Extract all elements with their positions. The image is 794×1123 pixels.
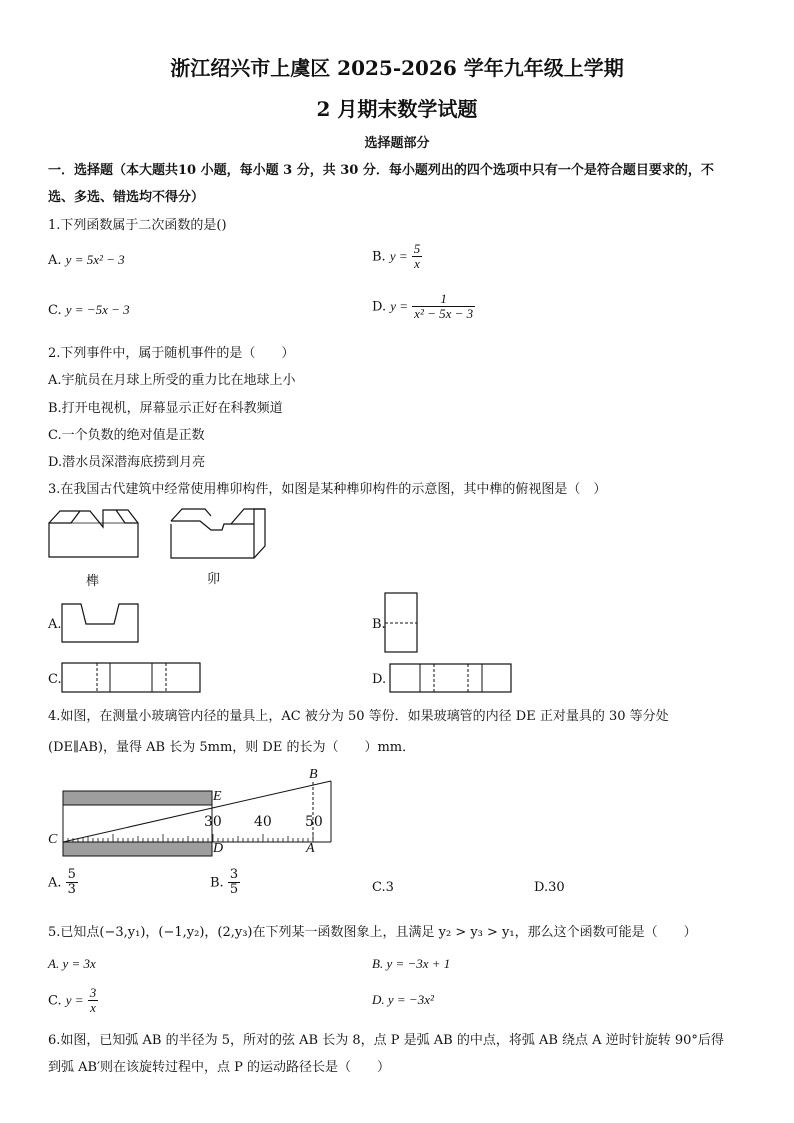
q4-a-fraction xyxy=(66,868,78,898)
q4-tick-30: 30 xyxy=(204,814,222,830)
q3-stem: 3.在我国古代建筑中经常使用榫卯构件，如图是某种榫卯构件的示意图，其中榫的俯视图是（ ） xyxy=(48,482,607,497)
q5-c-num: 3 xyxy=(89,985,97,1000)
q1-b-den: x xyxy=(414,256,420,272)
q4-option-a xyxy=(48,868,78,898)
q4-line1: 4.如图，在测量小玻璃管内径的量具上，AC 被分为 50 等份．如果玻璃管的内径 DE 正对量具的 30 等分处 xyxy=(48,709,669,724)
q3-option-c: C. xyxy=(48,672,62,687)
q6-line2: 到弧 AB′则在该旋转过程中，点 P 的运动路径长是（ ） xyxy=(48,1060,391,1075)
q1-b-label: B. xyxy=(372,249,386,265)
q1-b-lhs: y = xyxy=(389,248,408,264)
instruction-line1: 一．选择题（本大题共10 小题，每小题 3 分，共 30 分．每小题列出的四个选项中只有一个是符合题目要求的，不 xyxy=(48,163,714,178)
q1-a-expr: y = 5x² − 3 xyxy=(65,252,125,267)
q4-label-c: C xyxy=(48,832,58,847)
q4-b-label: B. xyxy=(210,875,224,891)
q4-b-fraction xyxy=(228,868,240,898)
q1-d-lhs: y = xyxy=(390,298,409,314)
q4-label-b: B xyxy=(309,767,318,782)
q3-option-a: A. xyxy=(48,617,62,632)
q3-b-figure xyxy=(385,593,417,652)
q4-tick-40: 40 xyxy=(254,814,272,830)
q5-c-fraction xyxy=(88,986,99,1016)
q5-stem: 5.已知点(−3,y₁)，(−1,y₂)，(2,y₃)在下列某一函数图象上，且满足 y₂ > y₃ > y₁，那么这个函数可能是（ ） xyxy=(48,925,697,940)
page-subtitle: 2 月期末数学试题 xyxy=(316,97,478,121)
q3-c-figure xyxy=(62,663,200,692)
q5-c-label: C. xyxy=(48,993,62,1009)
q4-line2: (DE∥AB)，量得 AB 长为 5mm，则 DE 的长为（ ）mm． xyxy=(48,740,416,755)
q5-option-c xyxy=(48,986,98,1016)
q5-option-d: D. y = −3x² xyxy=(372,992,434,1007)
q4-a-num: 5 xyxy=(67,867,76,882)
q4-label-e: E xyxy=(213,789,222,804)
q4-a-den: 3 xyxy=(67,882,76,898)
q5-c-den: x xyxy=(90,1000,96,1016)
q1-c-expr: y = −5x − 3 xyxy=(65,302,130,317)
q2-option-b: B.打开电视机，屏幕显示正好在科教频道 xyxy=(48,401,283,416)
q1-d-den: x² − 5x − 3 xyxy=(414,306,474,322)
q4-label-a: A xyxy=(306,841,315,856)
page-title: 浙江绍兴市上虞区 2025-2026 学年九年级上学期 xyxy=(170,56,624,80)
instruction-line2: 选、多选、错选均不得分） xyxy=(48,190,205,205)
q3-option-d: D. xyxy=(372,672,387,687)
tenon-shape xyxy=(49,510,138,557)
q4-b-den: 5 xyxy=(229,882,239,898)
q1-b-num: 5 xyxy=(413,241,421,256)
q5-option-b: B. y = −3x + 1 xyxy=(372,956,451,971)
q4-figure xyxy=(63,781,331,856)
q3-a-figure xyxy=(62,604,138,642)
q4-label-d: D xyxy=(213,841,224,856)
q4-option-d: D.30 xyxy=(534,880,565,895)
q5-option-a: A. y = 3x xyxy=(48,956,96,971)
label-mortise: 卯 xyxy=(207,572,221,587)
q4-option-b xyxy=(210,868,240,898)
q4-a-label: A. xyxy=(48,875,62,891)
q6-line1: 6.如图，已知弧 AB 的半径为 5，所对的弦 AB 长为 8，点 P 是弧 AB 的中点，将弧 AB 绕点 A 逆时针旋转 90°后得 xyxy=(48,1033,724,1048)
q2-stem: 2.下列事件中，属于随机事件的是（ ） xyxy=(48,346,295,361)
q3-option-b: B. xyxy=(372,617,386,632)
q2-option-a: A.宇航员在月球上所受的重力比在地球上小 xyxy=(48,373,296,388)
q4-tick-50: 50 xyxy=(305,814,323,830)
mortise-shape xyxy=(171,509,265,558)
q1-c-label: C. xyxy=(48,303,62,318)
section-heading: 选择题部分 xyxy=(364,136,430,151)
q4-b-num: 3 xyxy=(229,867,239,882)
q3-d-figure xyxy=(390,664,511,692)
q1-d-num: 1 xyxy=(412,292,475,307)
q1-a-label: A. xyxy=(48,253,62,268)
q5-c-lhs: y = xyxy=(65,992,84,1008)
q4-option-c: C.3 xyxy=(372,880,394,895)
q2-option-c: C.一个负数的绝对值是正数 xyxy=(48,428,205,443)
label-tenon: 榫 xyxy=(86,574,100,589)
q2-option-d: D.潜水员深潜海底捞到月亮 xyxy=(48,455,206,470)
q1-stem: 1.下列函数属于二次函数的是() xyxy=(48,218,227,233)
q1-d-label: D. xyxy=(372,299,387,315)
